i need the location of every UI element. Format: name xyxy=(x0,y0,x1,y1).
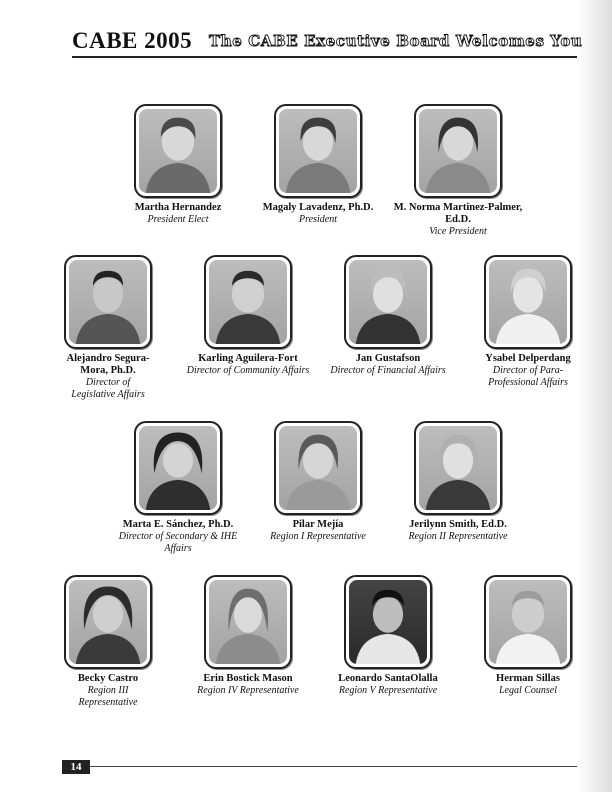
portrait-photo xyxy=(204,575,292,669)
portrait-photo xyxy=(414,421,502,515)
member-title: President Elect xyxy=(147,214,209,225)
portrait-photo xyxy=(274,421,362,515)
header-rule xyxy=(72,56,577,58)
member-name: Jerilynn Smith, Ed.D. xyxy=(409,519,507,530)
member-title: Region III Representative xyxy=(78,685,138,708)
member-name: Alejandro Segura-Mora, Ph.D. xyxy=(66,353,150,376)
footer-rule xyxy=(72,766,577,767)
portrait-photo xyxy=(344,575,432,669)
member-title: Director of Secondary & IHE Affairs xyxy=(118,531,238,554)
member-title: Director of Legislative Affairs xyxy=(71,377,145,400)
member-card xyxy=(38,255,178,401)
member-card xyxy=(178,575,318,697)
member-card xyxy=(38,575,178,709)
member-card xyxy=(108,421,248,555)
member-card xyxy=(318,575,458,697)
member-title: Region II Representative xyxy=(408,531,508,542)
member-name: Karling Aguilera-Fort xyxy=(198,353,298,364)
portrait-photo xyxy=(274,104,362,198)
page-header xyxy=(72,26,583,56)
member-title: Director of Financial Affairs xyxy=(330,365,446,376)
member-name: Becky Castro xyxy=(77,673,139,684)
portrait-photo xyxy=(64,575,152,669)
member-card xyxy=(178,255,318,377)
member-title: Legal Counsel xyxy=(498,685,558,696)
member-title: Director of Para-Professional Affairs xyxy=(488,365,568,388)
member-card xyxy=(318,255,458,377)
member-name: Leonardo SantaOlalla xyxy=(338,673,438,684)
portrait-photo xyxy=(484,255,572,349)
portrait-photo xyxy=(344,255,432,349)
member-card xyxy=(388,104,528,238)
member-name: Martha Hernandez xyxy=(134,202,222,213)
member-title: Region I Representative xyxy=(270,531,366,542)
member-card xyxy=(388,421,528,543)
member-card xyxy=(248,421,388,543)
portrait-photo xyxy=(414,104,502,198)
portrait-photo xyxy=(484,575,572,669)
member-title: Region IV Representative xyxy=(197,685,299,696)
portrait-photo xyxy=(64,255,152,349)
member-card xyxy=(108,104,248,226)
member-card xyxy=(458,575,598,697)
member-card xyxy=(248,104,388,226)
member-name: Pilar Mejía xyxy=(292,519,344,530)
member-name: M. Norma Martinez-Palmer, Ed.D. xyxy=(393,202,523,225)
member-title: Director of Community Affairs xyxy=(186,365,310,376)
portrait-photo xyxy=(134,421,222,515)
member-name: Marta E. Sánchez, Ph.D. xyxy=(122,519,234,530)
member-title: Region V Representative xyxy=(338,685,438,696)
member-name: Jan Gustafson xyxy=(355,353,421,364)
member-name: Herman Sillas xyxy=(496,673,560,684)
member-title: President xyxy=(299,214,337,225)
member-name: Magaly Lavadenz, Ph.D. xyxy=(262,202,374,213)
member-card xyxy=(458,255,598,389)
page-number: 14 xyxy=(62,760,90,774)
member-name: Erin Bostick Mason xyxy=(203,673,293,684)
member-title: Vice President xyxy=(429,226,487,237)
portrait-photo xyxy=(204,255,292,349)
portrait-photo xyxy=(134,104,222,198)
header-tagline: The CABE Executive Board Welcomes You xyxy=(209,32,583,50)
brand-title: CABE 2005 xyxy=(72,28,193,53)
member-name: Ysabel Delperdang xyxy=(485,353,571,364)
